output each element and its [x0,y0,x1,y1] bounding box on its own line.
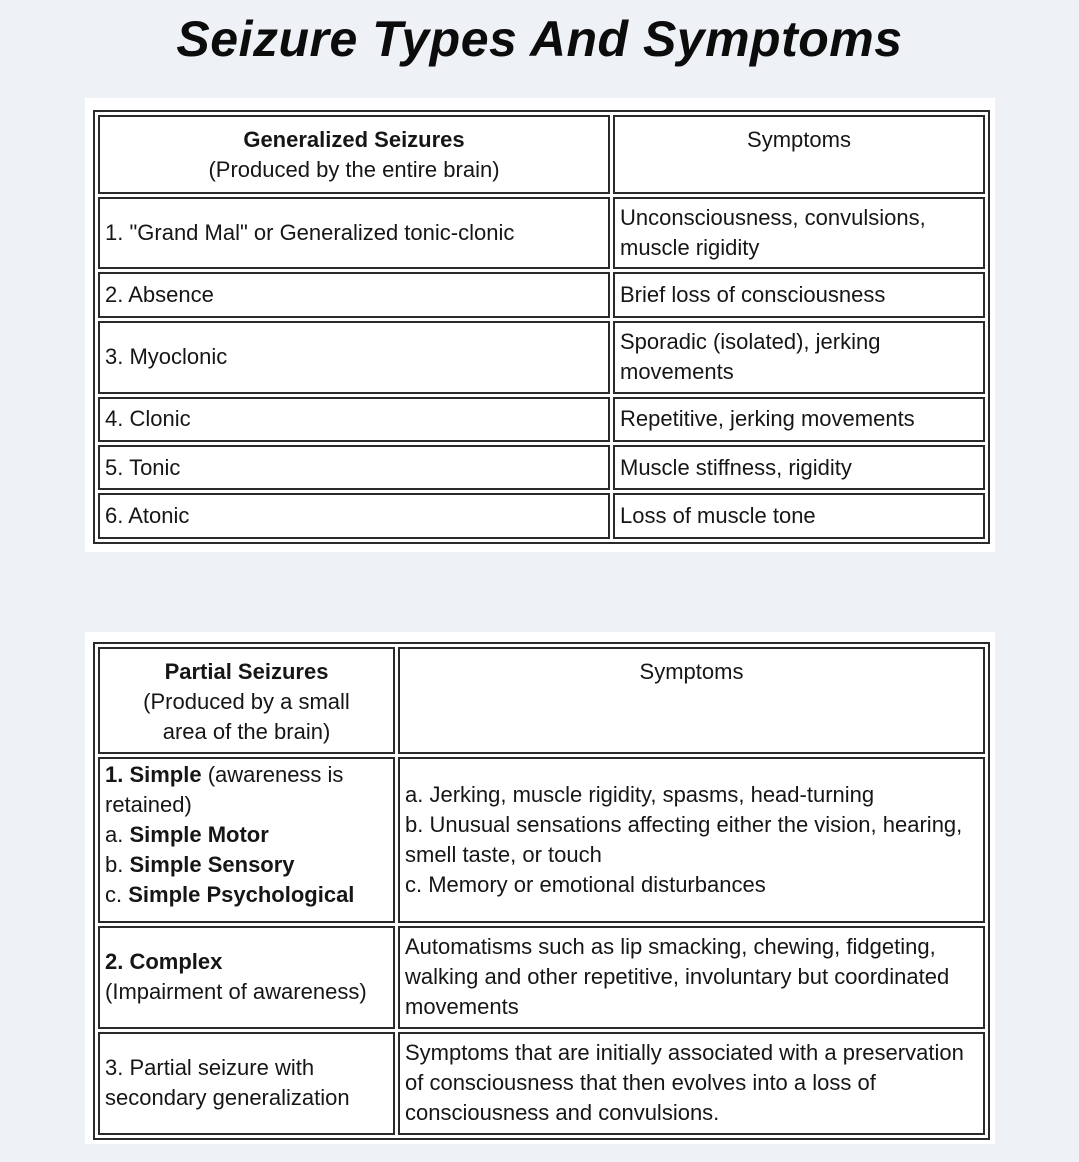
symptoms-cell: Automatisms such as lip smacking, chewing, fidgeting, walking and other repetitive, involuntary but coordinated movements [398,926,985,1029]
subtype-label: Simple Motor [129,822,269,848]
simple-subtype-c [105,880,388,910]
partial-header-cell [98,647,395,754]
symptoms-cell: Muscle stiffness, rigidity [613,445,985,490]
symptoms-cell: Repetitive, jerking movements [613,397,985,442]
table-row [98,493,985,539]
partial-header-subtitle-1: (Produced by a small [143,689,350,714]
generalized-header-cell [98,115,610,194]
partial-seizures-table [93,642,990,1140]
complex-seizure-note: (Impairment of awareness) [105,979,367,1005]
subtype-label: Simple Psychological [128,882,355,908]
simple-subtype-b [105,850,388,880]
simple-symptom-c: c. Memory or emotional disturbances [405,871,766,897]
symptoms-cell: Loss of muscle tone [613,493,985,539]
table-row [98,397,985,442]
symptoms-header: Symptoms [398,647,985,754]
table-header-row [98,115,985,194]
symptoms-cell: Unconsciousness, convulsions, muscle rigidity [613,197,985,270]
symptoms-cell [398,757,985,922]
symptoms-header: Symptoms [613,115,985,194]
table-row [98,197,985,270]
seizure-type-cell [98,926,395,1029]
subtype-prefix: c. [105,882,129,908]
simple-symptom-b: b. Unusual sensations affecting either the vision, hearing, smell taste, or touch [405,811,963,867]
seizure-type-cell: 3. Partial seizure with secondary generalization [98,1032,395,1135]
seizure-type-cell: 3. Myoclonic [98,321,610,394]
seizure-type-cell: 2. Absence [98,272,610,317]
simple-seizure-name: 1. Simple [105,762,202,788]
simple-seizure-note: (awareness is retained) [105,762,344,818]
page-title: Seizure Types And Symptoms [176,11,903,67]
table-header-row [98,647,985,754]
complex-seizure-name: 2. Complex [105,949,223,975]
symptoms-cell: Symptoms that are initially associated with a preservation of consciousness that then evolves into a loss of consciousness and convulsions. [398,1032,985,1135]
table-row [98,926,985,1029]
generalized-header-subtitle: (Produced by the entire brain) [208,157,500,182]
table-row [98,321,985,394]
subtype-prefix: b. [105,852,130,878]
table-row [98,272,985,317]
seizure-type-cell: 5. Tonic [98,445,610,490]
simple-subtype-a [105,820,388,850]
partial-header-title: Partial Seizures [164,659,329,684]
table-row [98,757,985,922]
seizure-type-cell: 6. Atonic [98,493,610,539]
seizure-type-cell: 1. "Grand Mal" or Generalized tonic-clonic [98,197,610,270]
table-row [98,1032,985,1135]
generalized-header-title: Generalized Seizures [243,127,465,152]
subtype-label: Simple Sensory [129,852,295,878]
partial-header-subtitle-2: area of the brain) [162,719,331,744]
symptoms-cell: Sporadic (isolated), jerking movements [613,321,985,394]
simple-symptom-a: a. Jerking, muscle rigidity, spasms, head-turning [405,781,875,807]
symptoms-cell: Brief loss of consciousness [613,272,985,317]
generalized-seizures-table [93,110,990,544]
seizure-type-cell [98,757,395,922]
table-row [98,445,985,490]
subtype-prefix: a. [105,822,130,848]
seizure-type-cell: 4. Clonic [98,397,610,442]
